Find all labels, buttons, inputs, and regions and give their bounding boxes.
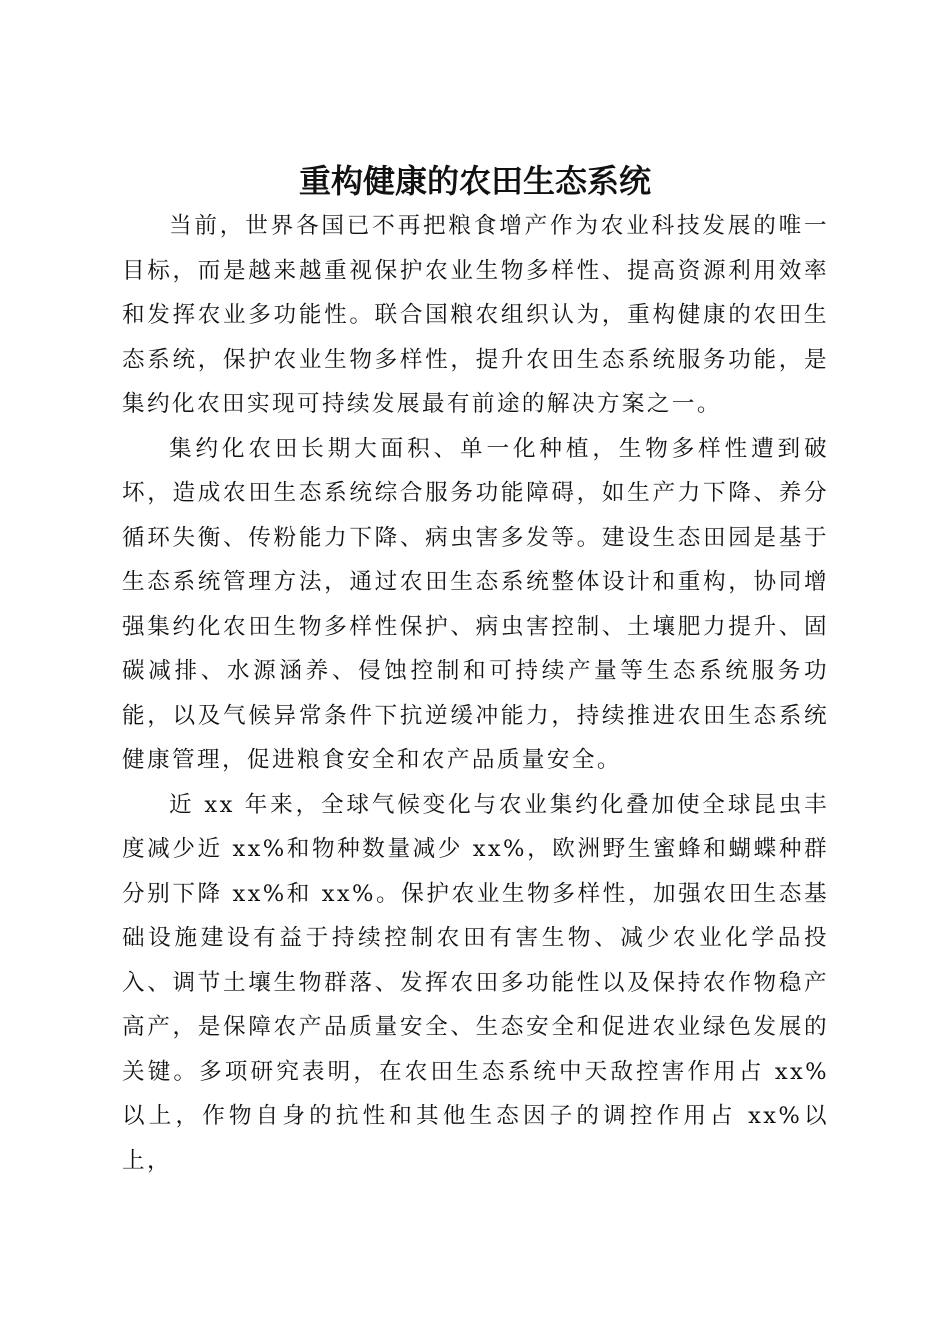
paragraph: 当前，世界各国已不再把粮食增产作为农业科技发展的唯一目标，而是越来越重视保护农业生物多样性、提高资源利用效率和发挥农业多功能性。联合国粮农组织认为，重构健康的农田生态系统，保护农业生物多样性，提升农田生态系统服务功能，是集约化农田实现可持续发展最有前途的解决方案之一。 <box>122 213 829 417</box>
page-title: 重构健康的农田生态系统 <box>298 162 651 201</box>
paragraph: 集约化农田长期大面积、单一化种植，生物多样性遭到破坏，造成农田生态系统综合服务功能障碍，如生产力下降、养分循环失衡、传粉能力下降、病虫害多发等。建设生态田园是基于生态系统管理方法，通过农田生态系统整体设计和重构，协同增强集约化农田生物多样性保护、病虫害控制、土壤肥力提升、固碳减排、水源涵养、侵蚀控制和可持续产量等生态系统服务功能，以及气候异常条件下抗逆缓冲能力，持续推进农田生态系统健康管理，促进粮食安全和农产品质量安全。 <box>122 435 829 773</box>
paragraph: 近 xx 年来，全球气候变化与农业集约化叠加使全球昆虫丰度减少近 xx%和物种数量减少 xx%，欧洲野生蜜蜂和蝴蝶种群分别下降 xx%和 xx%。保护农业生物多样性，加强农田生态基础设施建设有益于持续控制农田有害生物、减少农业化学品投入、调节土壤生物群落、发挥农田多功能性以及保持农作物稳产高产，是保障农产品质量安全、生态安全和促进农业绿色发展的关键。多项研究表明，在农田生态系统中天敌控害作用占 xx%以上，作物自身的抗性和其他生态因子的调控作用占 xx%以上， <box>122 791 829 1174</box>
document-body <box>122 204 829 1183</box>
